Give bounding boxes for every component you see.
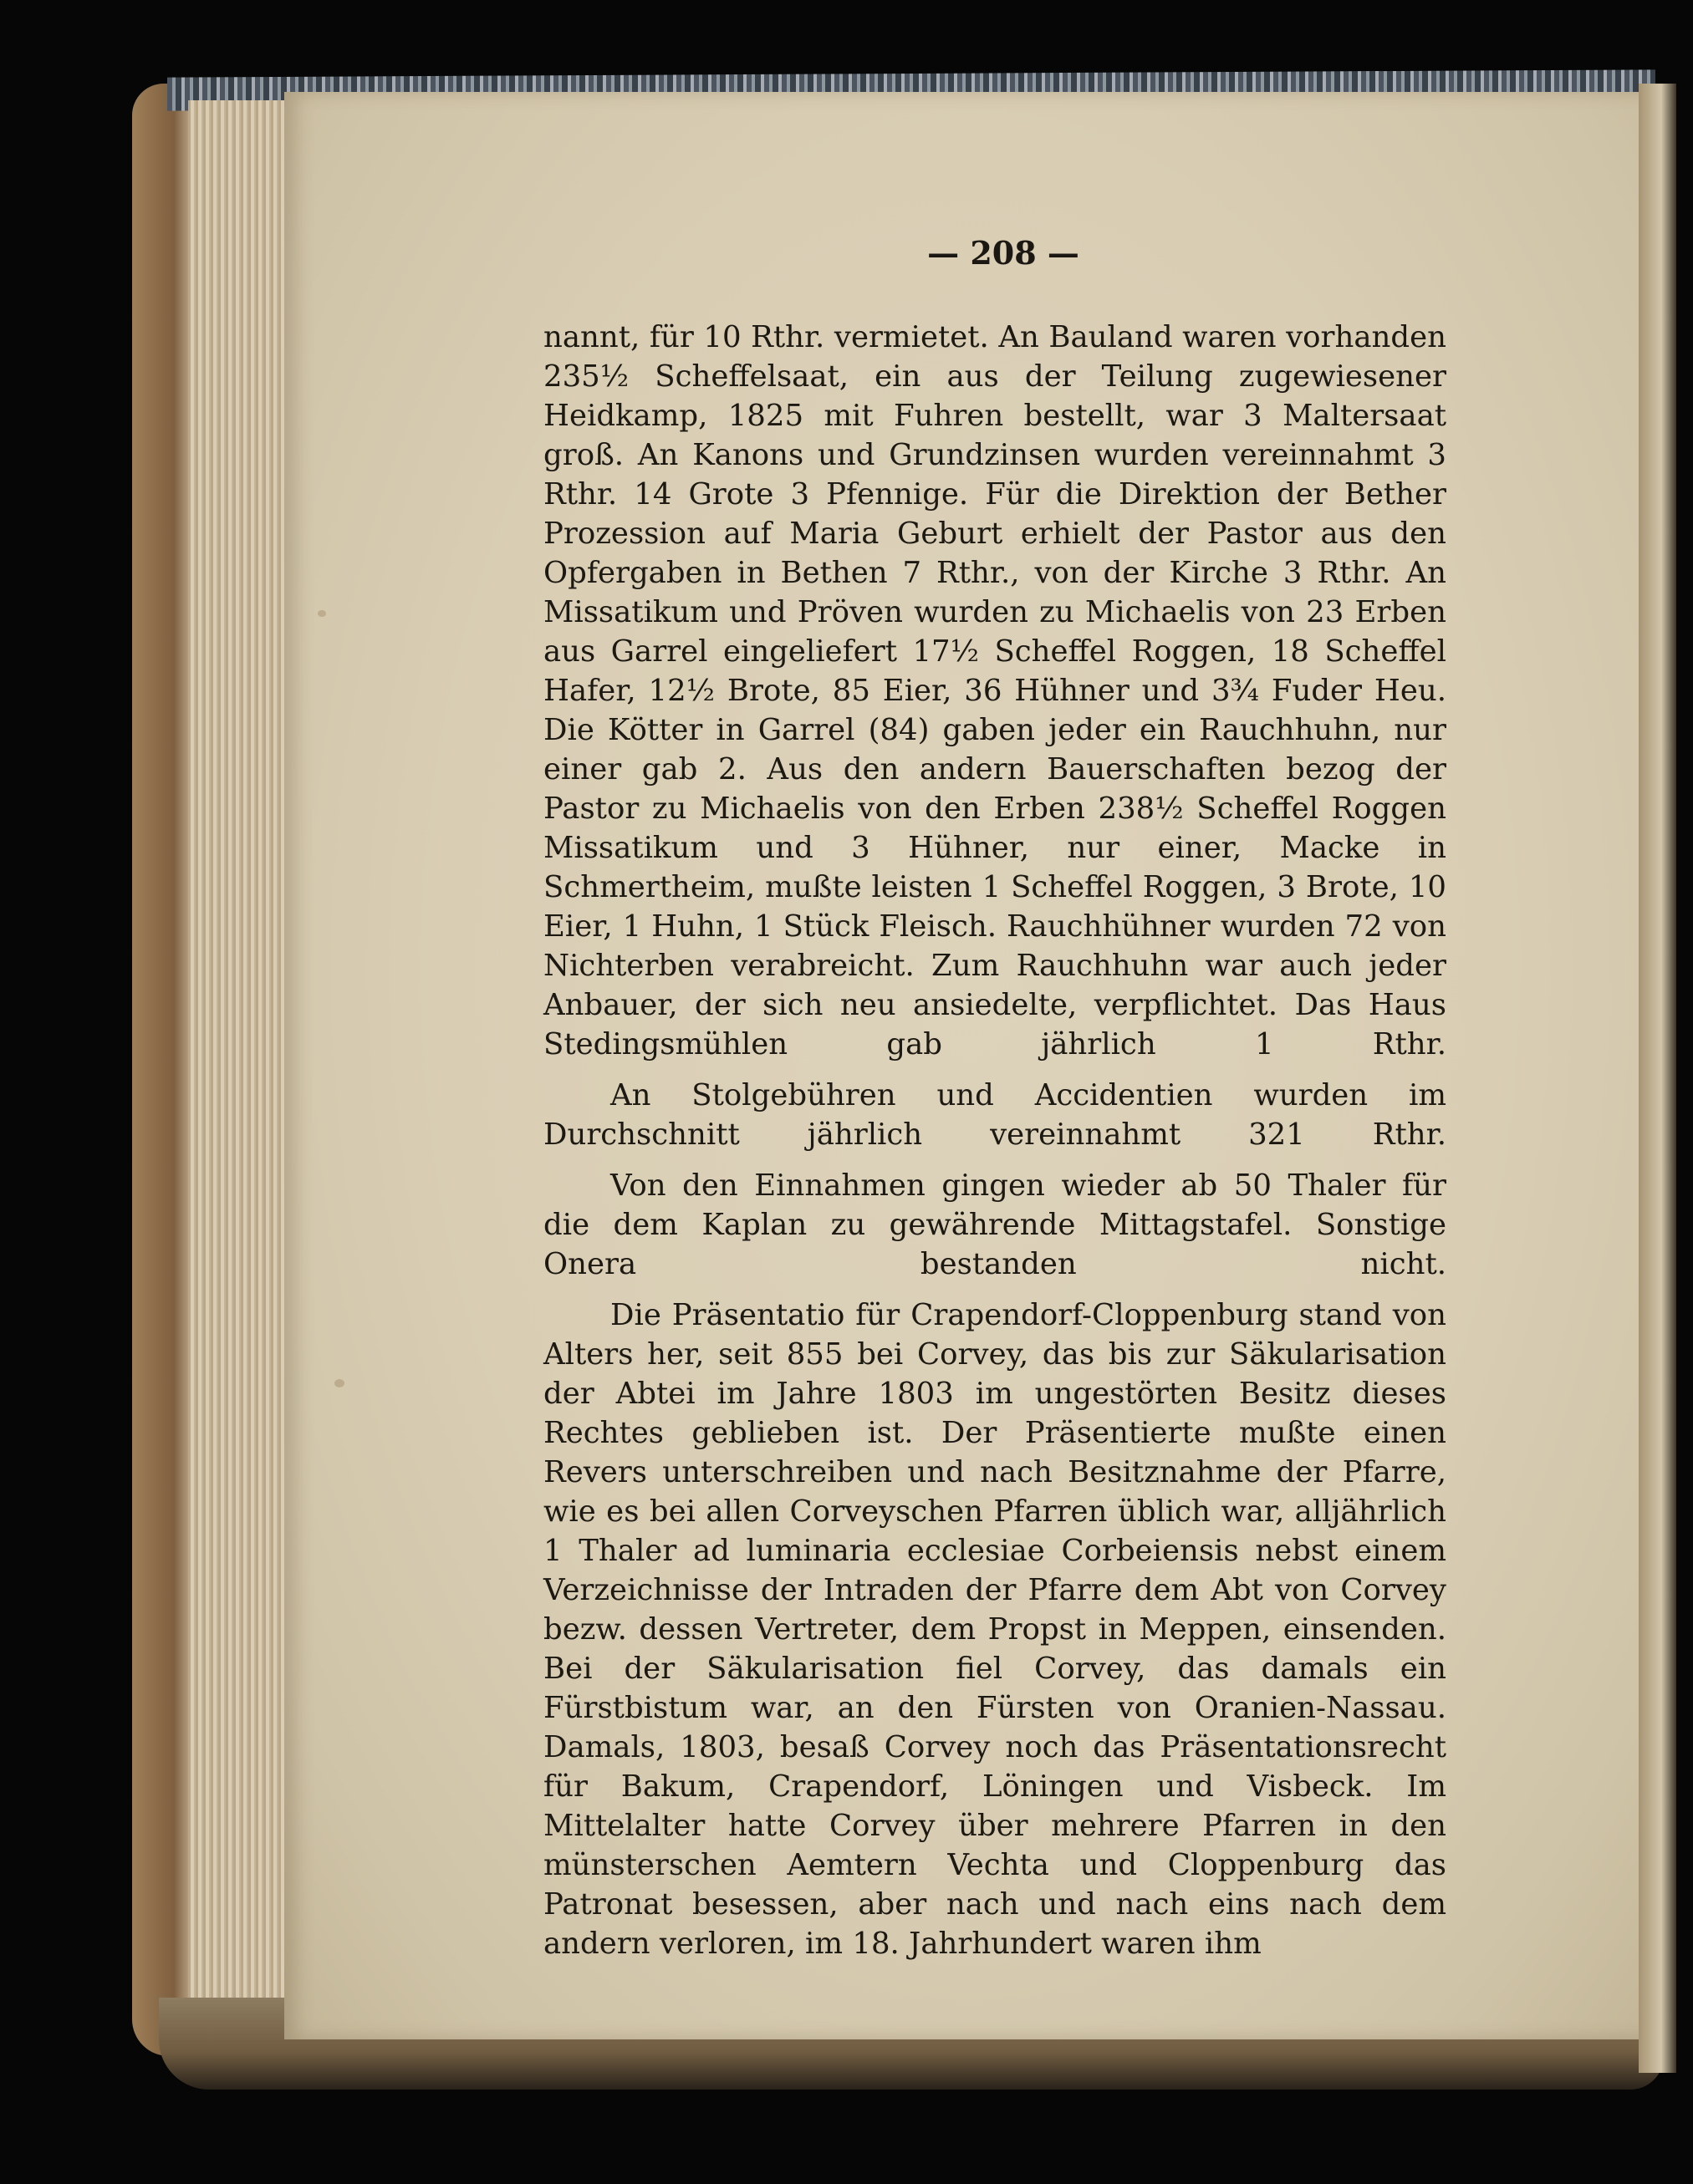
paragraph: Von den Einnahmen gingen wieder ab 50 Thaler für die dem Kaplan zu gewährende Mittagstafel. Sonstige Onera bestanden nicht. [543, 1168, 1446, 1281]
paper-stain [318, 610, 326, 617]
paragraph: nannt, für 10 Rthr. vermietet. An Bauland waren vorhanden 235½ Scheffelsaat, ein aus der Teilung zugewiesener Heidkamp, 1825 mit Fuhren bestellt, war 3 Maltersaat groß. An Kanons und Grundzinsen wurden vereinnahmt 3 Rthr. 14 Grote 3 Pfennige. Für die Direktion der Bether Prozession auf Maria Geburt erhielt der Pastor aus den Opfergaben in Bethen 7 Rthr., von der Kirche 3 Rthr. An Missatikum und Pröven wurden zu Michaelis von 23 Erben aus Garrel eingeliefert 17½ Scheffel Roggen, 18 Scheffel Hafer, 12½ Brote, 85 Eier, 36 Hühner und 3¾ Fuder Heu. Die Kötter in Garrel (84) gaben jeder ein Rauchhuhn, nur einer gab 2. Aus den andern Bauerschaften bezog der Pastor zu Michaelis von den Erben 238½ Scheffel Roggen Missatikum und 3 Hühner, nur einer, Macke in Schmertheim, mußte leisten 1 Scheffel Roggen, 3 Brote, 10 Eier, 1 Huhn, 1 Stück Fleisch. Rauchhühner wurden 72 von Nichterben verabreicht. Zum Rauchhuhn war auch jeder Anbauer, der sich neu ansiedelte, verpflichtet. Das Haus Stedingsmühlen gab jährlich 1 Rthr. [543, 320, 1446, 1061]
body-text [543, 318, 1446, 1975]
paper-stain [334, 1379, 344, 1387]
page-number: — 208 — [927, 234, 1079, 272]
book-gutter [1639, 84, 1676, 2073]
paragraph: Die Präsentatio für Crapendorf-Cloppenburg stand von Alters her, seit 855 bei Corvey, das bis zur Säkularisation der Abtei im Jahre 1803 im ungestörten Besitz dieses Rechtes geblieben ist. Der Präsentierte mußte einen Revers unterschreiben und nach Besitznahme der Pfarre, wie es bei allen Corveyschen Pfarren üblich war, alljährlich 1 Thaler ad luminaria ecclesiae Corbeiensis nebst einem Verzeichnisse der Intraden der Pfarre dem Abt von Corvey bezw. dessen Vertreter, dem Propst in Meppen, einsenden. Bei der Säkularisation fiel Corvey, das damals ein Fürstbistum war, an den Fürsten von Oranien-Nassau. Damals, 1803, besaß Corvey noch das Präsentationsrecht für Bakum, Crapendorf, Löningen und Visbeck. Im Mittelalter hatte Corvey über mehrere Pfarren in den münsterschen Aemtern Vechta und Cloppenburg das Patronat besessen, aber nach und nach eins nach dem andern verloren, im 18. Jahrhundert waren ihm [543, 1298, 1446, 1961]
paragraph: An Stolgebühren und Accidentien wurden im Durchschnitt jährlich vereinnahmt 321 Rthr. [543, 1078, 1446, 1152]
page-stack-edge [188, 100, 288, 2039]
